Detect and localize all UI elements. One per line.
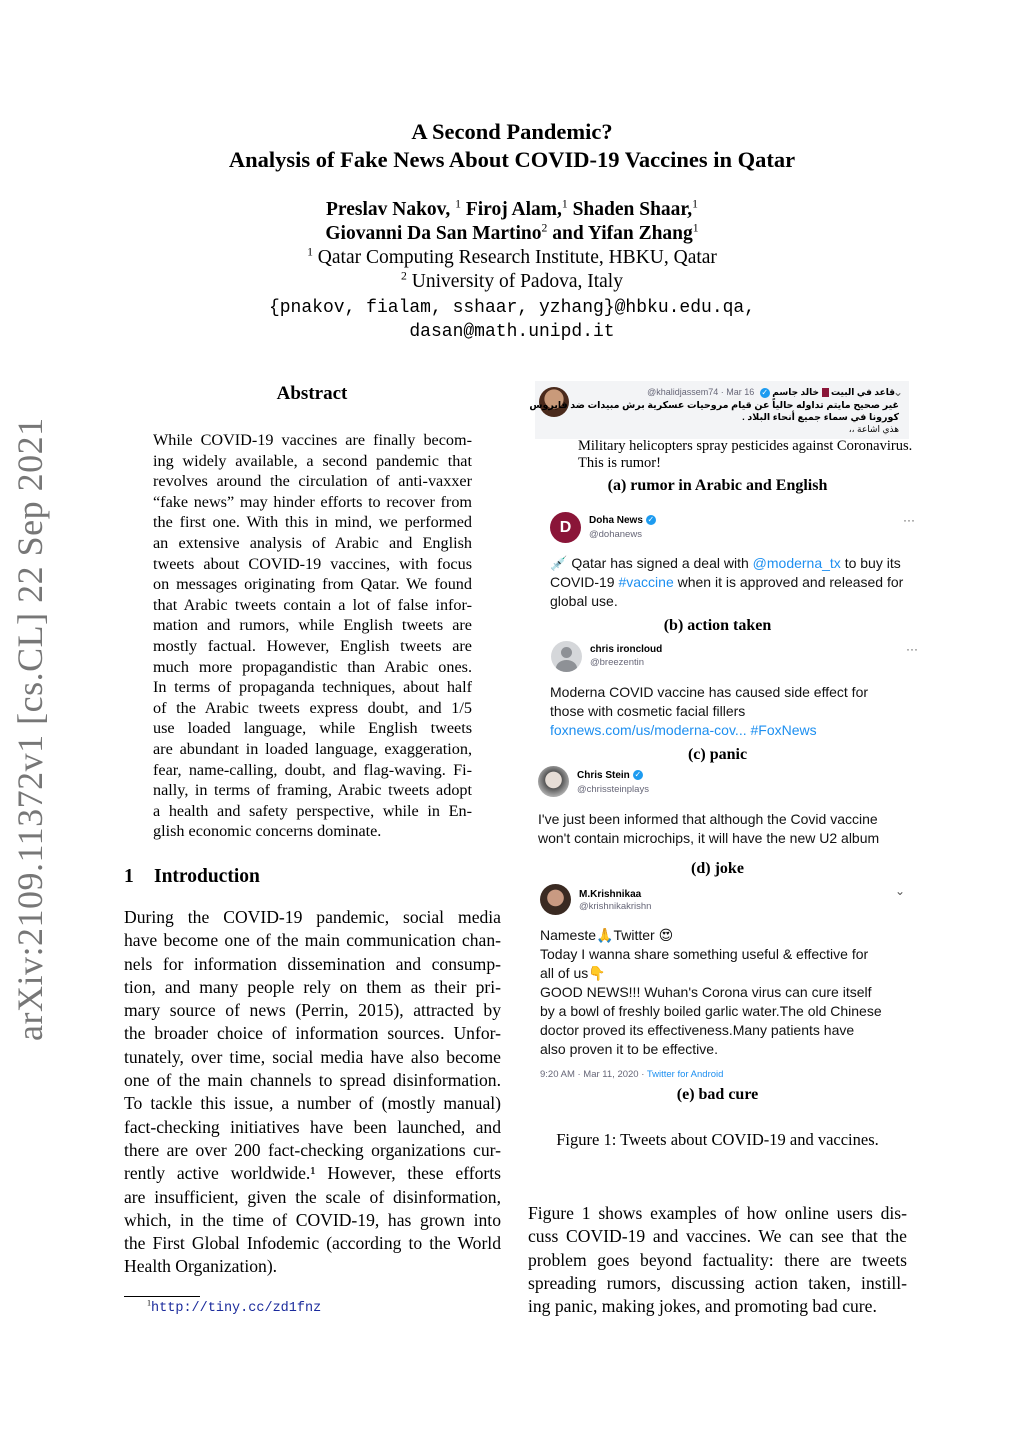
chevron-down-icon[interactable]: ⌄ <box>895 884 906 898</box>
abstract-line: nally, in terms of framing, Arabic tweets adopt <box>153 781 472 800</box>
subcaption-a: (a) rumor in Arabic and English <box>607 477 828 494</box>
avatar <box>538 766 569 797</box>
abstract-body <box>153 430 472 842</box>
authors-line2: Giovanni Da San Martino$^2$ and Yifan Zhang$^1$ <box>325 221 699 244</box>
intro-line: have become one of the main communication chan- <box>124 930 501 951</box>
tweet-a-card <box>529 381 909 439</box>
tweet-a-arabic2: كورونا في سماء جميع أنحاء البلاد . <box>742 412 899 423</box>
intro-line: rently active worldwide.¹ However, these efforts <box>124 1163 501 1184</box>
tweet-e-handle: @krishnikakrishn <box>579 901 652 912</box>
abstract-line: In terms of propaganda techniques, about half <box>153 678 472 697</box>
abstract-heading: Abstract <box>276 383 348 404</box>
abstract-line: the first one. With this in mind, we performed <box>153 513 472 532</box>
avatar <box>551 641 582 672</box>
subcaption-b: (b) action taken <box>663 617 772 634</box>
intro-line: Health Organization). <box>124 1256 278 1277</box>
tweet-a-header: قاعد في البيت خالد جاسم ✓ @khalidjassem74 · Mar 16 <box>647 387 895 397</box>
authors-line1: Preslav Nakov, $^1$ Firoj Alam,$^1$ Shaden Shaar,$^1$ <box>325 197 699 220</box>
abstract-line: glish economic concerns dominate. <box>153 822 382 841</box>
abstract-line: that Arabic tweets contain a lot of false infor- <box>153 595 472 614</box>
tweet-e-text: Nameste🙏Twitter 😍 Today I wanna share something useful & effective for all of us👇 GOOD NEWS!!! Wuhan's Corona virus can cure itself by a bowl of freshly boiled garlic water.The old Chinese doctor proved its effectiveness.Many patients have also proven it to be effective. <box>540 927 882 1057</box>
tweet-e-meta: 9:20 AM · Mar 11, 2020 · Twitter for Android <box>540 1069 724 1080</box>
intro-line: the broader choice of information sources. Unfor- <box>124 1023 501 1044</box>
subcaption-d: (d) joke <box>691 860 744 877</box>
tweet-e-name: M.Krishnikaa <box>579 889 642 900</box>
affiliation-2: $^2$ University of Padova, Italy <box>401 269 623 292</box>
avatar: D <box>550 512 581 543</box>
abstract-line: much more propagandistic than Arabic ones. <box>153 657 472 676</box>
tweet-d-text: I've just been informed that although the Covid vaccine won't contain microchips, it will have the new U2 album <box>538 811 880 846</box>
abstract-line: fear, name-calling, doubt, and flag-waving. Fi- <box>153 760 472 779</box>
right-text-line: Figure 1 shows examples of how online users dis- <box>528 1203 907 1223</box>
intro-line: During the COVID-19 pandemic, social media <box>124 907 501 927</box>
footnote-rule <box>124 1296 200 1297</box>
footnote: $^1$http://tiny.cc/zd1fnz <box>147 1298 322 1316</box>
intro-line: there are over 200 fact-checking organizations cur- <box>124 1139 501 1160</box>
abstract-line: “fake news” may hinder efforts to recover from <box>153 492 472 511</box>
abstract-line: While COVID-19 vaccines are finally becom- <box>153 431 472 449</box>
email-line2: dasan@math.unipd.it <box>409 322 615 342</box>
abstract-line: on messages originating from Qatar. We found <box>153 575 472 594</box>
right-text-line: ing panic, making jokes, and promoting bad cure. <box>528 1296 877 1317</box>
tweet-b-handle: @dohanews <box>589 529 642 540</box>
affiliation-1: $^1$ Qatar Computing Research Institute, HBKU, Qatar <box>307 245 717 268</box>
right-text-line: spreading rumors, discussing action taken, instill- <box>528 1272 907 1293</box>
tweet-b-text: 💉 Qatar has signed a deal with @moderna_tx to buy its COVID-19 #vaccine when it is approved and released for global use. <box>550 555 904 609</box>
abstract-line: mostly factual. However, English tweets are <box>153 636 472 655</box>
intro-line: fact-checking initiatives have been launched, and <box>124 1116 501 1137</box>
intro-line: are insufficient, given the scale of disinformation, <box>124 1186 501 1207</box>
abstract-line: revolves around the circulation of anti-vaxxer <box>153 472 472 491</box>
right-column-text <box>528 1202 907 1318</box>
section-heading: 1 Introduction <box>124 866 260 887</box>
abstract-line: a health and safety perspective, while in En- <box>153 801 472 820</box>
tweet-b-name: Doha News ✓ <box>589 515 655 526</box>
paper-title-line1: A Second Pandemic? <box>411 119 613 144</box>
more-icon[interactable]: ··· <box>903 513 915 527</box>
tweet-d-name: Chris Stein ✓ <box>577 770 642 781</box>
intro-line: the First Global Infodemic (according to the World <box>124 1233 501 1254</box>
tweet-a-arabic3: هذي اشاعة ،، <box>848 424 899 434</box>
intro-line: tion, and many people rely on them as their pri- <box>124 976 501 997</box>
more-icon[interactable]: ··· <box>906 642 918 656</box>
paper-title-line2: Analysis of Fake News About COVID-19 Vaccines in Qatar <box>228 147 796 172</box>
email-line1: {pnakov, fialam, sshaar, yzhang}@hbku.edu.qa, <box>268 298 756 318</box>
subcaption-c: (c) panic <box>687 746 748 763</box>
tweet-c-handle: @breezentin <box>590 657 645 668</box>
right-text-line: cuss COVID-19 and vaccines. We can see that the <box>528 1226 907 1247</box>
intro-line: mary source of news (Perrin, 2015), attracted by <box>124 1000 501 1021</box>
chevron-down-icon[interactable]: ⌄ <box>892 385 903 399</box>
intro-line: tunately, over time, social media have also become <box>124 1046 501 1067</box>
footnote-link[interactable]: http://tiny.cc/zd1fnz <box>151 1301 322 1316</box>
intro-line: nels for information dissemination and consump- <box>124 953 501 974</box>
tweet-a-translation: Military helicopters spray pesticides against Coronavirus. This is rumor! <box>578 438 913 471</box>
abstract-line: use loaded language, while English tweets <box>153 719 472 738</box>
abstract-line: mation and rumors, while English tweets are <box>153 616 472 635</box>
figure-caption: Figure 1: Tweets about COVID-19 and vaccines. <box>556 1130 879 1149</box>
tweet-d-handle: @chrissteinplays <box>577 784 649 795</box>
avatar <box>540 884 571 915</box>
arxiv-identifier: arXiv:2109.11372v1 [cs.CL] 22 Sep 2021 <box>10 417 50 1041</box>
abstract-line: are abundant in loaded language, exaggeration, <box>153 739 472 758</box>
subcaption-e: (e) bad cure <box>676 1086 759 1103</box>
intro-body <box>124 906 501 1279</box>
right-text-line: problem goes beyond factuality: there are tweets <box>528 1249 907 1270</box>
intro-line: To tackle this issue, a number of (mostly manual) <box>124 1093 501 1114</box>
intro-line: one of the main channels to spread disinformation. <box>124 1070 501 1091</box>
abstract-line: tweets about COVID-19 vaccines, with focus <box>153 554 472 573</box>
abstract-line: an extensive analysis of Arabic and English <box>153 533 472 552</box>
tweet-c-link[interactable]: foxnews.com/us/moderna-cov... #FoxNews <box>550 722 817 738</box>
abstract-line: of the Arabic tweets express doubt, and 1/5 <box>153 698 472 717</box>
tweet-c-name: chris ironcloud <box>590 644 663 655</box>
tweet-c-text: Moderna COVID vaccine has caused side effect for those with cosmetic facial fillers foxnews.com/us/moderna-cov... #FoxNews <box>550 684 869 738</box>
abstract-line: ing widely available, a second pandemic that <box>153 451 472 470</box>
intro-line: which, in the time of COVID-19, has grown into <box>124 1209 501 1230</box>
tweet-a-arabic1: غير صحيح مايتم تداوله حالياً عن قيام مروحيات عسكرية برش مبيدات ضد فايروس <box>529 400 899 411</box>
